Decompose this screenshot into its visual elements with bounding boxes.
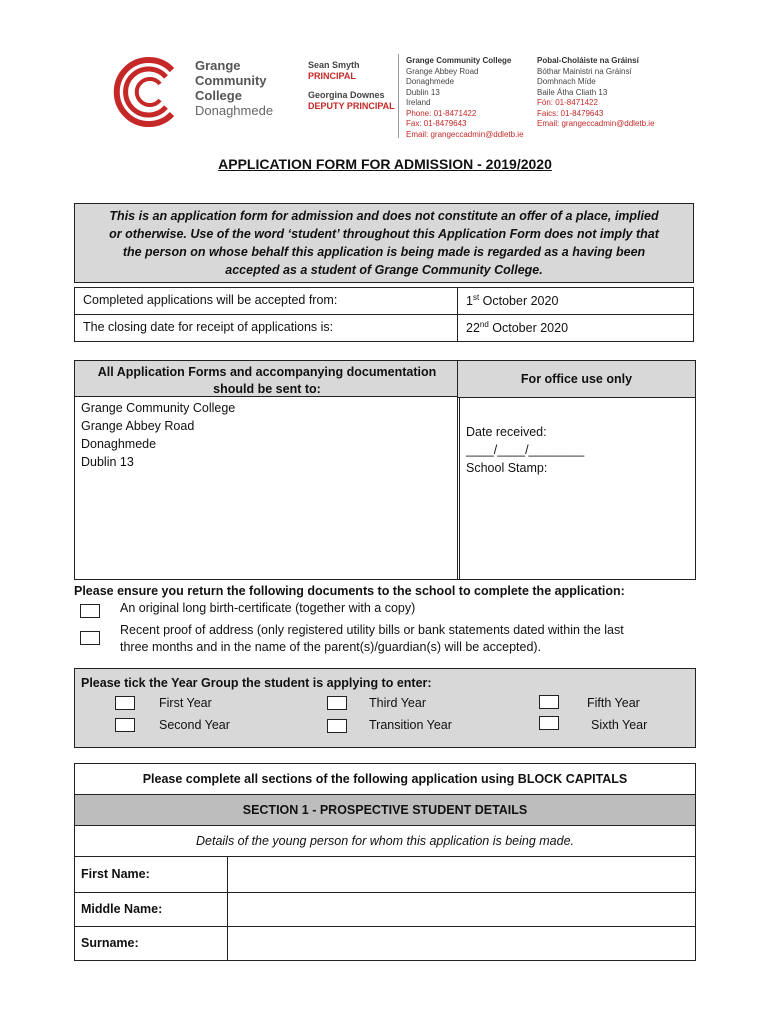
surname-label: Surname: <box>75 927 228 960</box>
accepted-from-value: 1st October 2020 <box>457 287 694 315</box>
first-name-field[interactable] <box>228 857 695 892</box>
first-name-label: First Name: <box>75 857 228 892</box>
address-irish: Pobal-Choláiste na Gráinsí Bóthar Mainistri na Gráinsí Domhnach Míde Baile Átha Cliath 13 Fón: 01-8471422 Faics: 01-8479643 Email: grangeccadmin@ddletb.ie <box>537 56 655 128</box>
year-group-box <box>74 668 696 748</box>
section1-table <box>74 763 696 961</box>
transition-year-label: Transition Year <box>369 718 452 732</box>
college-logo <box>108 52 188 132</box>
sixth-year-label: Sixth Year <box>591 718 648 732</box>
closing-date-value: 22nd October 2020 <box>457 314 694 342</box>
middle-name-label: Middle Name: <box>75 893 228 926</box>
section1-heading: SECTION 1 - PROSPECTIVE STUDENT DETAILS <box>75 795 695 826</box>
sixth-year-checkbox[interactable] <box>539 716 559 730</box>
logo-wordmark: Grange Community College Donaghmede <box>195 58 274 118</box>
proof-address-checkbox[interactable] <box>80 631 100 645</box>
first-year-label: First Year <box>159 696 212 710</box>
transition-year-checkbox[interactable] <box>327 719 347 733</box>
staff-block: Sean Smyth PRINCIPAL Georgina Downes DEPUTY PRINCIPAL <box>308 60 395 111</box>
date-received-label: Date received: <box>466 425 547 439</box>
school-stamp-label: School Stamp: <box>466 461 548 475</box>
second-year-checkbox[interactable] <box>115 718 135 732</box>
middle-name-field[interactable] <box>228 893 695 926</box>
third-year-checkbox[interactable] <box>327 696 347 710</box>
office-use-heading: For office use only <box>458 361 695 398</box>
page-title: APPLICATION FORM FOR ADMISSION - 2019/2020 <box>218 156 552 172</box>
fifth-year-label: Fifth Year <box>587 696 640 710</box>
header-divider <box>398 54 399 138</box>
documents-heading: Please ensure you return the following documents to the school to complete the application: <box>74 584 625 598</box>
second-year-label: Second Year <box>159 718 230 732</box>
section1-details: Details of the young person for whom this application is being made. <box>75 826 695 857</box>
birth-cert-text: An original long birth-certificate (together with a copy) <box>120 601 416 615</box>
office-use-box <box>457 360 696 580</box>
proof-address-text: Recent proof of address (only registered utility bills or bank statements dated within the last three months and in the name of the parent(s)/guardian(s) will be accepted). <box>120 623 624 654</box>
year-group-heading: Please tick the Year Group the student is applying to enter: <box>81 676 432 690</box>
birth-cert-checkbox[interactable] <box>80 604 100 618</box>
send-to-address: Grange Community College Grange Abbey Road Donaghmede Dublin 13 <box>81 401 236 469</box>
date-received-field[interactable]: ____/____/________ <box>466 443 585 457</box>
surname-field[interactable] <box>228 927 695 960</box>
closing-date-label: The closing date for receipt of applications is: <box>74 314 458 342</box>
first-year-checkbox[interactable] <box>115 696 135 710</box>
third-year-label: Third Year <box>369 696 426 710</box>
accepted-from-label: Completed applications will be accepted from: <box>74 287 458 315</box>
fifth-year-checkbox[interactable] <box>539 695 559 709</box>
address-english: Grange Community College Grange Abbey Road Donaghmede Dublin 13 Ireland Phone: 01-8471422 Fax: 01-8479643 Email: grangeccadmin@ddletb.ie <box>406 56 524 139</box>
block-capitals-note: Please complete all sections of the following application using BLOCK CAPITALS <box>75 764 695 795</box>
send-to-heading: All Application Forms and accompanying documentation should be sent to: <box>75 361 459 397</box>
intro-disclaimer: This is an application form for admission and does not constitute an offer of a place, implied or otherwise. Use of the word ‘student’ throughout this Application Form does not imply that the person on whose behalf this application is being made is regarded as a having been accepted as a student of Grange Community College. <box>74 203 694 283</box>
send-to-box <box>74 360 460 580</box>
